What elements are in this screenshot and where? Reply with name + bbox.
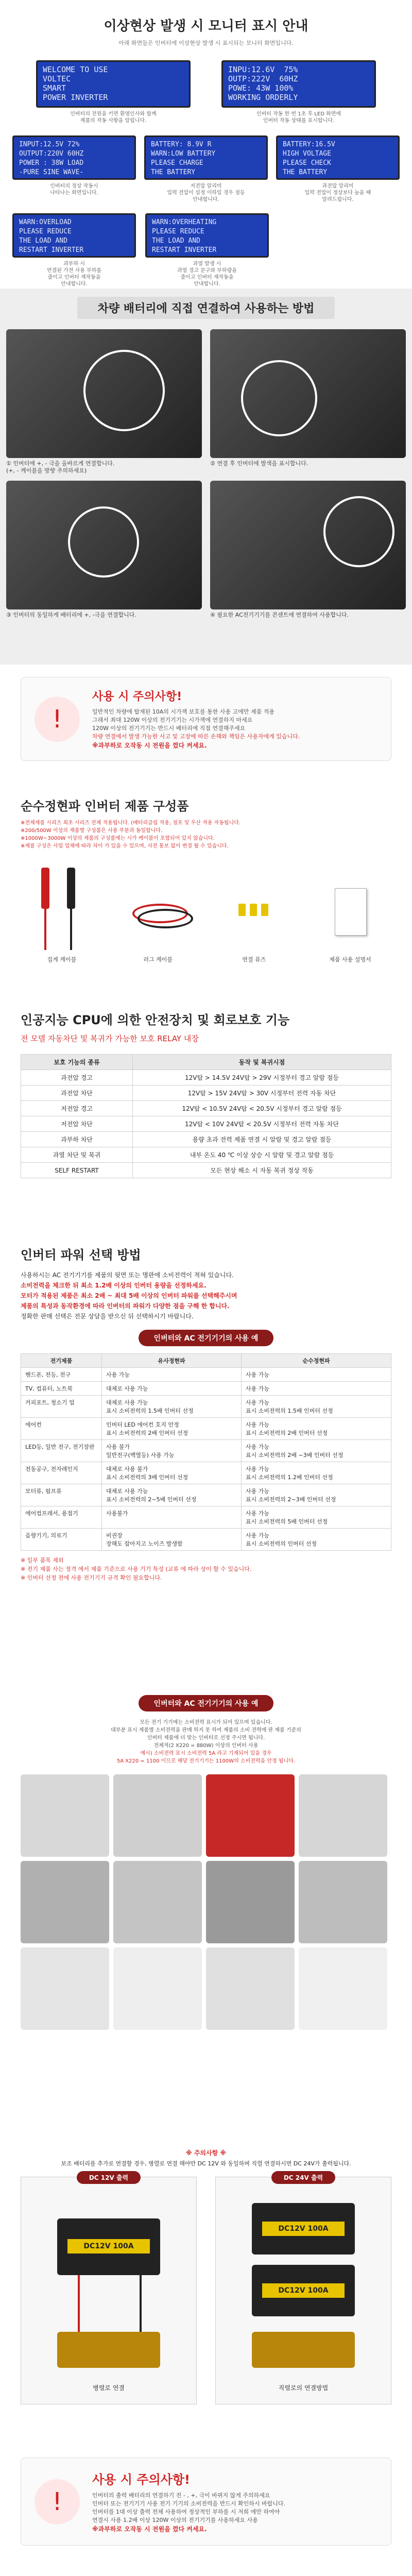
- protection-detail: 모든 현상 해소 시 자동 복귀 정상 작동: [133, 1163, 391, 1178]
- battery-box: [252, 2265, 355, 2316]
- table-row: [21, 1462, 391, 1484]
- device-name: 커피포트, 청소기 업: [21, 1396, 102, 1418]
- table-row: [21, 1440, 391, 1462]
- modified-sine-cell: 사용 가능: [102, 1368, 242, 1382]
- caution-1-title: 사용 시 주의사항!: [92, 690, 182, 703]
- device-photo: [299, 1947, 387, 2030]
- inverter-notes-title: ※ 일부 품목 제외: [21, 1557, 64, 1564]
- lcd-working-caption: 인버터 작동 한 번 1초 후 LED 화면에 인버터 작동 상태를 표시합니다.: [256, 111, 341, 124]
- protection-detail: 용량 초과 전력 제품 연결 시 알람 및 경고 알람 점등: [133, 1132, 391, 1147]
- pure-sine-cell: 사용 가능: [242, 1368, 391, 1382]
- protection-type: 과부하 차단: [21, 1132, 133, 1147]
- battery-caption-2: ② 연결 후 인버터에 발색을 표시합니다.: [210, 460, 308, 467]
- device-name: 에어컴프레서, 용접기: [21, 1506, 102, 1529]
- battery-section: [0, 289, 412, 665]
- protection-type: SELF RESTART: [21, 1163, 133, 1178]
- usage-line: 전체적(2 X220 = 880W) 이상의 인버터 사용: [153, 1743, 259, 1749]
- battery-box: [252, 2203, 355, 2255]
- usage-example-section: [0, 1690, 412, 2143]
- photo-ac-device: [210, 481, 406, 609]
- table-row: [21, 1086, 391, 1101]
- inverter-box: [252, 2332, 355, 2368]
- modified-sine-cell: 비권장 장해도 잡아지고 노이즈 발생함: [102, 1529, 242, 1551]
- device-label-photo: [21, 1774, 109, 1857]
- table-row: [21, 1529, 391, 1551]
- modified-sine-cell: 대체로 사용 불가 표시 소비전력의 3배 인버터 선정: [102, 1462, 242, 1484]
- device-photo: [21, 1947, 109, 2030]
- power-select-title: 인버터 파워 선택 방법: [21, 1248, 141, 1262]
- modified-sine-cell: 대체로 사용 가능 표시 소비전력의 1.5배 인버터 선정: [102, 1396, 242, 1418]
- lcd-high-voltage: BATTERY:16.5V HIGH VOLTAGE PLEASE CHECK THE BATTERY: [276, 135, 400, 180]
- usage-line: 인버터 제품에 더 맞는 인버터로 선정 주시면 됩니다.: [147, 1735, 265, 1741]
- device-photo: [113, 1947, 202, 2030]
- power-select-line: 소비전력을 체크한 뒤 최소 1.2배 이상의 인버터 용량을 선정하세요.: [21, 1282, 207, 1289]
- connection-section: [0, 2143, 412, 2442]
- device-label-photo: [206, 1861, 295, 1943]
- battery-label: DC12V 100A: [67, 2239, 150, 2253]
- caution-2-line: 인버터의 출력 배터리의 연결하기 전 - , +, 극이 바뀌지 않게 주의하세요: [92, 2492, 270, 2499]
- table-row: [21, 1484, 391, 1506]
- pure-sine-cell: 사용 가능 표시 소비전력의 2배 ~3배 인버터 선정: [242, 1440, 391, 1462]
- usage-line: 대부분 표시 제품별 소비전력을 판매 하지 못 하여 제품의 소비 전력에 판 제품 기준의: [111, 1727, 301, 1733]
- protection-type: 과전압 차단: [21, 1086, 133, 1101]
- pure-sine-cell: 사용 가능 표시 소비전력의 1.5배 인버터 선정: [242, 1396, 391, 1418]
- item-label: 제품 사용 설명서: [329, 956, 371, 963]
- modified-sine-cell: 사용 불가 일반전구(백열등) 사용 가능: [102, 1440, 242, 1462]
- device-name: LED등, 일반 전구, 전기장판: [21, 1440, 102, 1462]
- battery-title: 차량 배터리에 직접 연결하여 사용하는 방법: [97, 302, 315, 315]
- table-row: [21, 1506, 391, 1529]
- caution-1-line: 그래서 최대 120W 이상의 전기기기는 시가잭에 연결하지 마세요: [92, 717, 253, 723]
- modified-sine-cell: 대체로 사용 가능: [102, 1382, 242, 1396]
- battery-label: DC12V 100A: [262, 2222, 345, 2236]
- protection-detail: 12V탑 > 15V 24V탑 > 30V 시정부터 전력 자동 차단: [133, 1086, 391, 1101]
- lug-cable-image: [117, 862, 199, 955]
- connection-note-title: ※ 주의사항 ※: [185, 2149, 227, 2157]
- battery-caption-3: ③ 인버터의 동일하게 배터리에 +, -극을 연결합니다.: [6, 612, 136, 618]
- inverter-header: 전기제품: [21, 1354, 102, 1368]
- modified-sine-cell: 대체로 사용 가능 표시 소비전력의 2~5배 인버터 선정: [102, 1484, 242, 1506]
- photo-inverter-installed: [210, 329, 406, 458]
- battery-title-banner: [77, 297, 335, 319]
- lcd-welcome-caption: 인버터의 전원을 키면 환영인사와 함께 제품의 작동 사항을 알립니다.: [70, 111, 157, 124]
- components-note: ※전체제품 시리즈 최초 시리즈 전체 적용됩니다. (배터리클립 적용, 점포 및 우산 적용 자동됩니다.: [21, 820, 241, 826]
- device-label-photo: [299, 1774, 387, 1857]
- device-name: TV, 컴퓨터, 노트북: [21, 1382, 102, 1396]
- protection-detail: 12V탑 < 10V 24V탑 < 20.5V 시정부터 전력 자동 차단: [133, 1116, 391, 1132]
- usage-example-pill: 인버터와 AC 전기기기의 사용 예: [139, 1330, 274, 1346]
- protection-detail: 12V탑 > 14.5V 24V탑 > 29V 시정부터 경고 알람 점등: [133, 1070, 391, 1086]
- pure-sine-cell: 사용 가능 표시 소비전력의 5배 인버터 선정: [242, 1506, 391, 1529]
- device-name: 핸드폰, 전등, 전구: [21, 1368, 102, 1382]
- lcd-welcome: WELCOME TO USE VOLTEC SMART POWER INVERTER: [36, 60, 191, 108]
- protection-header: 동작 및 복귀시점: [133, 1055, 391, 1070]
- lcd-working: INPU:12.6V 75% OUTP:222V 60HZ POWE: 43W 100% WORKING ORDERLY: [221, 60, 376, 108]
- device-label-photo: [113, 1774, 202, 1857]
- cpu-title: 인공지능 CPU에 의한 안전장치 및 회로보호 기능: [21, 1013, 290, 1027]
- device-label-photo: [299, 1861, 387, 1943]
- components-section: [0, 786, 412, 999]
- item-label: 연결 퓨즈: [242, 956, 266, 963]
- inverter-header: 순수정현파: [242, 1354, 391, 1368]
- device-photo: [206, 1947, 295, 2030]
- protection-type: 과전압 경고: [21, 1070, 133, 1086]
- table-row: [21, 1116, 391, 1132]
- dc12-caption: 병렬로 연결: [93, 2384, 125, 2392]
- pure-sine-cell: 사용 가능 표시 소비전력의 인버터 선정: [242, 1529, 391, 1551]
- monitor-title: 이상현상 발생 시 모니터 표시 안내: [104, 19, 308, 34]
- table-row: [21, 1396, 391, 1418]
- protection-table: [21, 1054, 391, 1178]
- modified-sine-cell: 사용불가: [102, 1506, 242, 1529]
- caution-2-line: 인버터 또는 전기기기 사용 전기 기기의 소비전력을 반드시 확인하시 바랍니다.: [92, 2500, 285, 2507]
- power-select-line: 모터가 적용된 제품은 최소 2배 ~ 최대 5배 이상의 인버터 파워를 선택해주시며: [21, 1292, 237, 1299]
- power-select-line: 정확한 판매 선택은 전문 상담을 받으신 뒤 선택하시기 바랍니다.: [21, 1313, 194, 1320]
- caution-section-2: [0, 2442, 412, 2576]
- protection-type: 과열 차단 및 복귀: [21, 1147, 133, 1163]
- power-select-line: 사용하시는 AC 전기기기를 제품의 뒷면 또는 명판에 소비전력이 적혀 있습니다.: [21, 1272, 234, 1279]
- protection-header: 보호 기능의 종류: [21, 1055, 133, 1070]
- table-row: [21, 1132, 391, 1147]
- device-name: 전동공구, 전자레인지: [21, 1462, 102, 1484]
- inverter-note: ※ 인버터 선정 전에 사용 전기기기 규격 확인 필요합니다.: [21, 1574, 162, 1581]
- lcd-normal-caption: 인버터의 정상 작동시 나타나는 화면입니다.: [50, 183, 98, 196]
- device-name: 음향기기, 의료기: [21, 1529, 102, 1551]
- inverter-box: [57, 2332, 160, 2368]
- battery-caption-1: ① 인버터에 +, - 극을 올바르게 연결합니다. (+, - 케이블을 방향 주의하세요): [6, 460, 115, 474]
- lcd-overload: WARN:OVERLOAD PLEASE REDUCE THE LOAD AND RESTART INVERTER: [12, 213, 136, 258]
- protection-detail: 내부 온도 40 ℃ 이상 상승 시 알람 및 경고 알람 점등: [133, 1147, 391, 1163]
- usage-line: 5A X220 = 1100 이므로 해당 전기기기는 1100W의 소비전력을 안정 됩니다.: [116, 1758, 296, 1764]
- device-label-photo: [206, 1774, 295, 1857]
- table-row: [21, 1382, 391, 1396]
- battery-box: [57, 2218, 160, 2275]
- dc12-label: DC 12V 출력: [77, 2171, 141, 2184]
- caution-1-line: 차량 연결에서 발생 가능한 사고 및 고장에 따른 손해와 책임은 사용자에게 있습니다.: [92, 733, 300, 740]
- dc24-caption: 직렬로의 연결방법: [278, 2384, 329, 2392]
- table-row: [21, 1070, 391, 1086]
- inverter-note: ※ 전기 제품 사는 정격 에서 제품 기준으로 사용 기기 특성 (교류 에 따라 상이 할 수 있습니다.: [21, 1566, 252, 1572]
- photo-battery-terminal: [6, 481, 202, 609]
- item-label: 집게 케이블: [47, 956, 77, 963]
- protection-type: 저전압 경고: [21, 1101, 133, 1116]
- item-label: 러그 케이블: [143, 956, 173, 963]
- usage-line: 예시) 소비전력 표시 소비전력 5A 라고 기재되어 있을 경우: [140, 1751, 272, 1756]
- table-row: [21, 1163, 391, 1178]
- usage-example-pill-2: 인버터와 AC 전기기기의 사용 예: [139, 1695, 274, 1711]
- pure-sine-cell: 사용 가능: [242, 1382, 391, 1396]
- table-row: [21, 1147, 391, 1163]
- caution-2-line: 인버터를 1대 이상 출력 전체 사용하여 정상적인 부하를 시 저희 에만 하여야: [92, 2509, 280, 2515]
- caution-1-line: 120W 이상의 전기기기는 반드시 배터리에 직접 연결해주세요: [92, 725, 246, 732]
- pure-sine-cell: 사용 가능 표시 소비전력의 2배 인버터 선정: [242, 1418, 391, 1440]
- lcd-low-battery-caption: 저전압 알리미 입력 전압이 설정 이하일 경우 점등 안내합니다.: [167, 183, 245, 202]
- table-row: [21, 1368, 391, 1382]
- battery-label: DC12V 100A: [262, 2283, 345, 2298]
- components-note: ※1000W~3000W 이상의 제품의 구성품에는 시가 케이블이 포함되어 있지 않습니다.: [21, 836, 215, 841]
- components-note: ※200/500W 이상의 제품별 구성품은 사용 부분과 동일합니다.: [21, 828, 163, 834]
- lcd-overheating-caption: 과열 발생 시 과열 경고 문구와 부하량을 줄이고 인버터 재작동을 안내합니다.: [177, 261, 237, 287]
- lcd-overheating: WARN:OVERHEATING PLEASE REDUCE THE LOAD AND RESTART INVERTER: [145, 213, 269, 258]
- fuse-image: [213, 862, 295, 955]
- monitor-subtitle: 아래 화면들은 인버터에 이상현상 발생 시 표시되는 모니터 화면입니다.: [118, 40, 294, 46]
- dc24-label: DC 24V 출력: [271, 2171, 335, 2184]
- lcd-overload-caption: 과부하 시 연결된 가전 사용 부하를 줄이고 인버터 재작동을 안내합니다.: [46, 261, 102, 287]
- connection-note-text: 보조 배터리를 추가로 연결할 경우, 병렬로 연결 해야만 DC 12V 와 동일하며 직렬 연결하시면 DC 24V가 출력됩니다.: [61, 2160, 351, 2167]
- device-name: 모터류, 펌프류: [21, 1484, 102, 1506]
- warning-icon: !: [35, 2479, 80, 2524]
- caution-1-line: ※과부하로 오작동 시 전원을 껐다 켜세요.: [92, 742, 207, 749]
- photo-connect-cable: [6, 329, 202, 458]
- lcd-high-voltage-caption: 과전압 알리미 입력 전압이 정상보다 높을 때 알려드립니다.: [304, 183, 371, 202]
- manual-image: [309, 862, 391, 955]
- components-title: 순수정현파 인버터 제품 구성품: [21, 799, 189, 814]
- lcd-normal: INPUT:12.5V 72% OUTPUT:220V 60HZ POWER : 38W LOAD -PURE SINE WAVE-: [12, 135, 136, 180]
- pure-sine-cell: 사용 가능 표시 소비전력의 2~3배 인버터 선정: [242, 1484, 391, 1506]
- power-select-line: 제품의 특성과 동작환경에 따라 인버터의 파워가 다양한 점을 구해 한 합니다.: [21, 1302, 230, 1310]
- protection-detail: 12V탑 < 10.5V 24V탑 < 20.5V 시정부터 경고 알람 점등: [133, 1101, 391, 1116]
- battery-caption-4: ④ 필요한 AC전기기기를 콘센트에 연결하여 사용합니다.: [210, 612, 349, 618]
- cpu-subtitle: 전 모델 자동차단 및 복귀가 가능한 보호 RELAY 내장: [21, 1034, 199, 1043]
- table-row: [21, 1101, 391, 1116]
- caution-2-line: 연결시 사용 1.2배 이상 120W 이상의 전기기기를 사용하세요 사용: [92, 2517, 258, 2523]
- modified-sine-cell: 인버터 LED 에어컨 호지 안정 표시 소비전력의 2배 인버터 선정: [102, 1418, 242, 1440]
- caution-section-1: [0, 665, 412, 786]
- device-label-photo: [113, 1861, 202, 1943]
- cpu-section: [0, 999, 412, 1236]
- power-select-section: [0, 1236, 412, 1690]
- inverter-header: 유사정현파: [102, 1354, 242, 1368]
- inverter-table: [21, 1353, 391, 1551]
- table-row: [21, 1418, 391, 1440]
- caution-1-line: 일반적인 차량에 탑재된 10A의 시가잭 보호를 통한 사용 고에만 제품 적용: [92, 708, 275, 715]
- caution-2-title: 사용 시 주의사항!: [92, 2472, 190, 2487]
- pure-sine-cell: 사용 가능 표시 소비전력의 1.2배 인버터 선정: [242, 1462, 391, 1484]
- usage-line: 모든 전기 기기에는 소비전력 표시가 되어 있으며 있습니다.: [140, 1720, 272, 1725]
- lcd-low-battery: BATTERY: 8.9V R WARN:LOW BATTERY PLEASE CHARGE THE BATTERY: [144, 135, 268, 180]
- components-note: ※제품 구성은 사업 업체에 따라 차이 가 있을 수 있으며, 사전 통보 없이 변경 될 수 있습니다.: [21, 843, 229, 849]
- clip-cable-image: [21, 862, 103, 955]
- monitor-section: [0, 0, 412, 289]
- caution-2-line: ※과부하로 오작동 시 전원을 껐다 켜세요.: [92, 2526, 207, 2533]
- protection-type: 저전압 차단: [21, 1116, 133, 1132]
- device-name: 에어컨: [21, 1418, 102, 1440]
- warning-icon: !: [35, 697, 80, 742]
- device-label-photo: [21, 1861, 109, 1943]
